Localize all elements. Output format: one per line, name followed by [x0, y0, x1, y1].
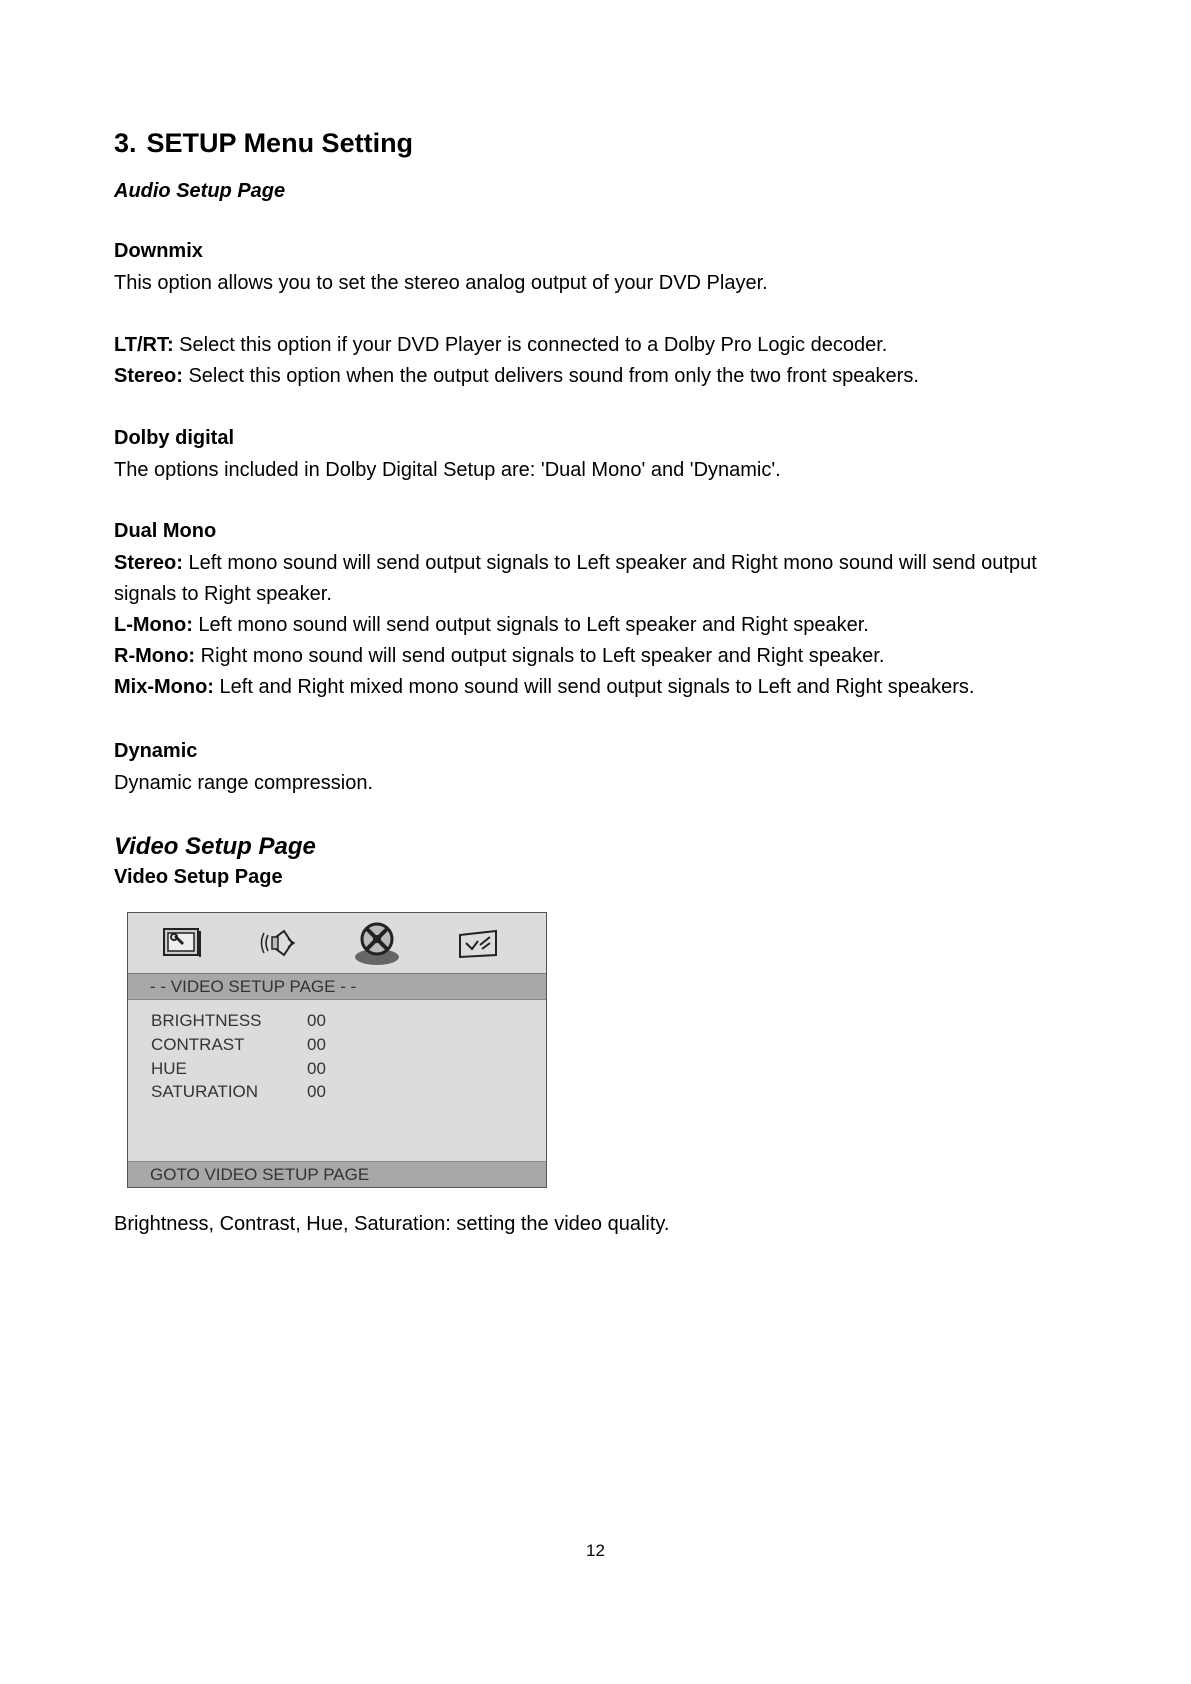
osd-row-value: 00 — [307, 1035, 326, 1054]
page-number: 12 — [586, 1541, 605, 1560]
dualmono-stereo-text: Left mono sound will send output signals to Left speaker and Right mono sound will send output — [182, 552, 1037, 574]
video-setup-osd — [127, 912, 547, 1188]
video-desc-line: Brightness, Contrast, Hue, Saturation: setting the video quality. — [114, 1213, 670, 1235]
mixmono-label: Mix-Mono: — [114, 676, 214, 698]
downmix-desc-line: This option allows you to set the stereo analog output of your DVD Player. — [114, 272, 768, 294]
osd-row-saturation[interactable] — [151, 1082, 326, 1102]
osd-row-value: 00 — [307, 1082, 326, 1101]
downmix-stereo-text: Select this option when the output delivers sound from only the two front speakers. — [182, 365, 919, 387]
osd-row-brightness[interactable] — [151, 1011, 326, 1031]
downmix-heading: Downmix — [114, 240, 203, 262]
downmix-stereo-label: Stereo: — [114, 365, 183, 387]
lmono-label: L-Mono: — [114, 614, 193, 636]
section-title — [114, 128, 413, 159]
section-title-text: SETUP Menu Setting — [146, 128, 414, 158]
downmix-stereo-line — [114, 361, 1094, 392]
video-setup-subtitle: Video Setup Page — [114, 833, 316, 860]
mixmono-line — [114, 672, 1094, 703]
video-desc — [114, 1209, 1094, 1240]
general-setup-icon — [160, 923, 204, 963]
osd-icon-bar — [128, 913, 546, 974]
osd-row-value: 00 — [307, 1059, 326, 1078]
ltrt-text: Select this option if your DVD Player is connected to a Dolby Pro Logic decoder. — [173, 334, 888, 356]
lmono-line — [114, 610, 1094, 641]
downmix-desc — [114, 268, 1094, 299]
dualmono-stereo-label: Stereo: — [114, 552, 183, 574]
osd-row-contrast[interactable] — [151, 1035, 326, 1055]
mixmono-text: Left and Right mixed mono sound will send output signals to Left and Right speakers. — [213, 676, 975, 698]
dualmono-stereo-line — [114, 548, 1094, 579]
dualmono-options — [114, 548, 1094, 703]
dualmono-heading: Dual Mono — [114, 520, 217, 542]
audio-setup-icon — [258, 923, 302, 963]
rmono-line — [114, 641, 1094, 672]
video-setup-heading: Video Setup Page — [114, 866, 283, 888]
preference-icon — [456, 923, 500, 963]
dolby-desc-line: The options included in Dolby Digital Setup are: 'Dual Mono' and 'Dynamic'. — [114, 459, 781, 481]
downmix-options — [114, 330, 1094, 392]
rmono-label: R-Mono: — [114, 645, 196, 667]
osd-row-label: SATURATION — [151, 1082, 259, 1101]
dolby-heading: Dolby digital — [114, 427, 234, 449]
osd-header: - - VIDEO SETUP PAGE - - — [128, 974, 546, 1000]
dualmono-stereo-line-2: signals to Right speaker. — [114, 583, 332, 605]
osd-footer: GOTO VIDEO SETUP PAGE — [128, 1161, 546, 1187]
rmono-text: Right mono sound will send output signals to Left speaker and Right speaker. — [195, 645, 885, 667]
ltrt-line — [114, 330, 1094, 361]
dynamic-desc-line: Dynamic range compression. — [114, 772, 373, 794]
audio-setup-subtitle: Audio Setup Page — [114, 180, 286, 202]
ltrt-label: LT/RT: — [114, 334, 174, 356]
osd-row-label: BRIGHTNESS — [151, 1011, 262, 1030]
osd-row-hue[interactable] — [151, 1059, 326, 1079]
lmono-text: Left mono sound will send output signals to Left speaker and Right speaker. — [192, 614, 869, 636]
video-setup-icon[interactable] — [353, 919, 403, 967]
section-number: 3. — [114, 128, 137, 158]
osd-row-value: 00 — [307, 1011, 326, 1030]
dolby-desc — [114, 455, 1094, 486]
dynamic-desc — [114, 768, 1094, 799]
osd-row-label: HUE — [151, 1059, 187, 1078]
dynamic-heading: Dynamic — [114, 740, 198, 762]
osd-row-label: CONTRAST — [151, 1035, 245, 1054]
